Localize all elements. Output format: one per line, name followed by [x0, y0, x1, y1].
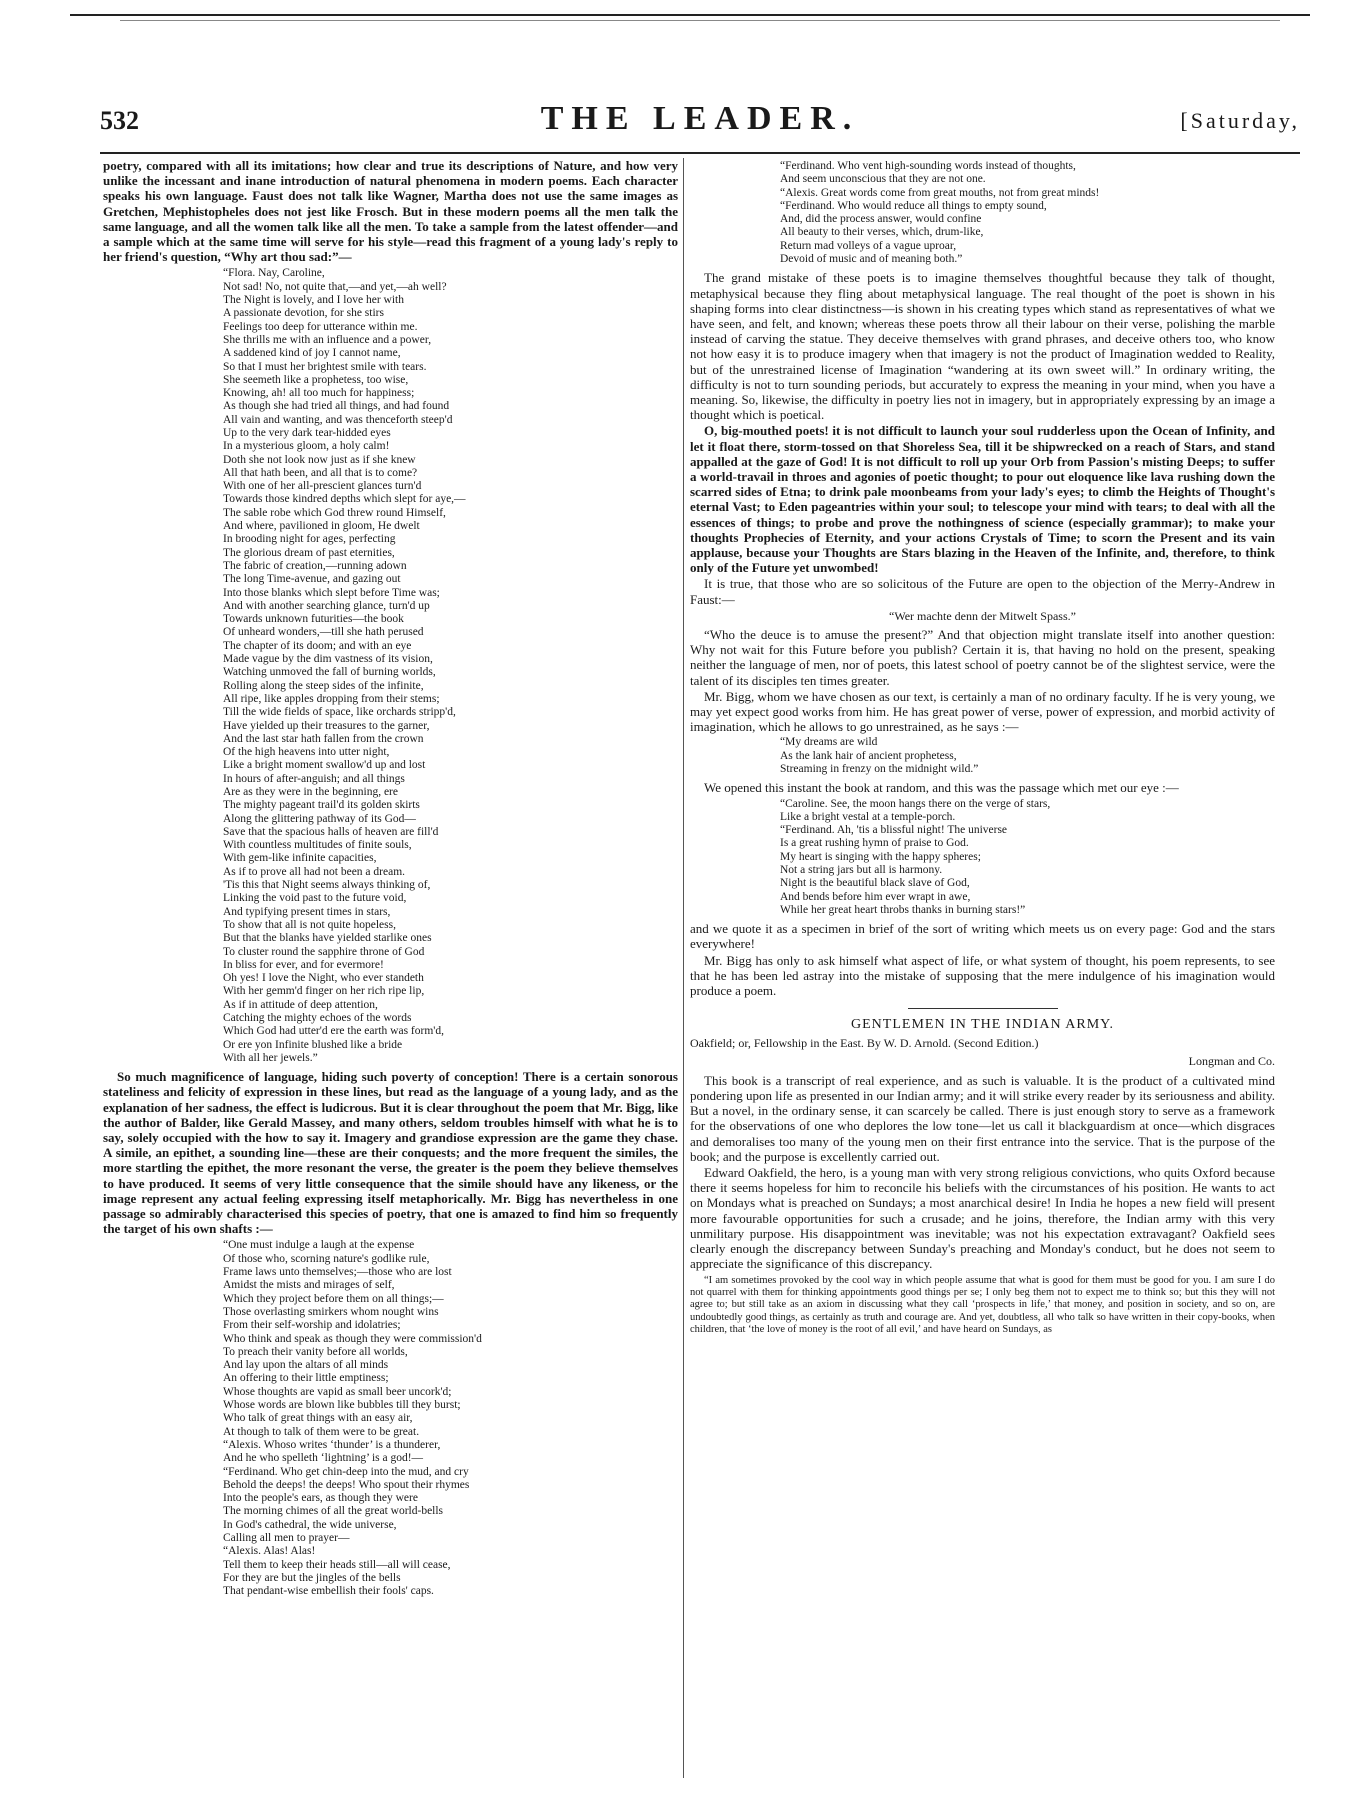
verse-line: And bends before him ever wrapt in awe,	[780, 890, 971, 903]
verse-line: All that hath been, and all that is to come?	[223, 466, 418, 479]
paragraph-deuce: “Who the deuce is to amuse the present?” And that objection might translate itself into another question: Why not wait for this Future before you publish? Certain it is, that having no hold on the present, speaking neither the language of men, nor of poets, this latest school of poetry cannot be of the slightest service, were the talent of its disciples ten times greater.	[690, 627, 1275, 688]
verse-line: Which God had utter'd ere the earth was form'd,	[223, 1025, 444, 1038]
verse-line: “Ferdinand. Who get chin-deep into the mud, and cry	[223, 1465, 469, 1478]
verse-line: Of unheard wonders,—till she hath perused	[223, 626, 424, 639]
verse-line: Linking the void past to the future void,	[223, 892, 407, 905]
verse-line: “One must indulge a laugh at the expense	[223, 1239, 415, 1252]
verse-line: Watching unmoved the fall of burning worlds,	[223, 666, 436, 679]
paragraph-book: This book is a transcript of real experience, and as such is valuable. It is the product of a cultivated mind pondering upon life as presented in our Indian army; and it will strike every reader by its seriousness and ability. But a novel, in the ordinary sense, it can scarcely be called. There is just enough story to serve as a framework for the observations of one who deplores the low tone—let us call it blackguardism at once—which disgraces and demoralises too many of the young men on their first entrance into the service. That is the purpose of the book; and the purpose is excellently carried out.	[690, 1072, 1275, 1164]
verse-line: Tell them to keep their heads still—all will cease,	[223, 1558, 451, 1571]
verse-line: The glorious dream of past eternities,	[223, 546, 395, 559]
left-column	[103, 158, 678, 1602]
verse-line: And with another searching glance, turn'd up	[223, 599, 430, 612]
verse-line: Those overlasting smirkers whom nought wins	[223, 1305, 439, 1318]
verse-line: Have yielded up their treasures to the garner,	[223, 719, 430, 732]
verse-line: Amidst the mists and mirages of self,	[223, 1279, 395, 1292]
poem-flora	[223, 267, 678, 1065]
verse-line: All beauty to their verses, which, drum-like,	[780, 226, 984, 239]
verse-line: And the last star hath fallen from the crown	[223, 732, 424, 745]
verse-line: So that I must her brightest smile with tears.	[223, 360, 427, 373]
verse-line: Made vague by the dim vastness of its vision,	[223, 653, 433, 666]
paragraph-mistake: The grand mistake of these poets is to imagine themselves thoughtful because they talk of thought, metaphysical because they fling about metaphysical language. The real thought of the poet is shown in his shaping forms into clear distinctness—is shown in his creating types which stand as representatives of what we have seen, and felt, and known; whereas these poets throw all their labour on their verse, polishing the marble instead of carving the statue. They deceive themselves with grand phrases, and deceive others too, who know not how easy it is to produce imagery when that imagery is not the product of Imagination wedded to Reality, but of the unrestrained license of Imagination “wandering at its own sweet will.” In ordinary writing, the difficulty is not to turn sounding periods, but accurately to express the meaning in your mind, when you have a meaning. So, likewise, the difficulty in poetry lies not in imagery, but in appropriately expressing by an image a thought which is poetical.	[690, 270, 1275, 423]
verse-line: In brooding night for ages, perfecting	[223, 533, 396, 546]
verse-line: Feelings too deep for utterance within me.	[223, 320, 418, 333]
verse-line: “My dreams are wild	[780, 736, 878, 749]
verse-line: With one of her all-prescient glances turn'd	[223, 480, 422, 493]
section-title: GENTLEMEN IN THE INDIAN ARMY.	[851, 1017, 1114, 1033]
verse-line: Towards those kindred depths which slept for aye,—	[223, 493, 466, 506]
verse-line: At though to talk of them were to be great.	[223, 1425, 420, 1438]
verse-line: Calling all men to prayer—	[223, 1532, 350, 1544]
verse-line: Not sad! No, not quite that,—and yet,—ah well?	[223, 280, 447, 293]
verse-line: The fabric of creation,—running adown	[223, 559, 407, 572]
verse-line: For they are but the jingles of the bells	[223, 1571, 401, 1584]
paragraph-ask: Mr. Bigg has only to ask himself what aspect of life, or what system of thought, his poem represents, to see that he has been led astray into the mistake of supposing that the mere indulgence of his imagination would produce a poem.	[690, 952, 1275, 999]
verse-line: “Ferdinand. Ah, 'tis a blissful night! The universe	[780, 824, 1008, 837]
verse-line: Like a bright moment swallow'd up and lost	[223, 759, 426, 772]
verse-line: She thrills me with an influence and a power,	[223, 333, 432, 346]
top-rule	[70, 14, 1310, 16]
verse-line: My heart is singing with the happy spheres;	[780, 850, 981, 863]
verse-line: That pendant-wise embellish their fools' caps.	[223, 1585, 434, 1598]
verse-line: Oh yes! I love the Night, who ever standeth	[223, 972, 424, 985]
verse-line: A saddened kind of joy I cannot name,	[223, 347, 401, 360]
verse-line: An offering to their little emptiness;	[223, 1372, 389, 1385]
verse-line: Night is the beautiful black slave of God,	[780, 877, 970, 890]
verse-line: In a mysterious gloom, a holy calm!	[223, 440, 390, 453]
verse-line: She seemeth like a prophetess, too wise,	[223, 373, 409, 386]
book-reference: Oakfield; or, Fellowship in the East. By W. D. Arnold. (Second Edition.)	[690, 1036, 1039, 1051]
verse-line: With countless multitudes of finite souls,	[223, 839, 412, 852]
masthead-rule	[100, 152, 1300, 154]
verse-line: The sable robe which God threw round Himself,	[223, 506, 446, 519]
verse-line: And he who spelleth ‘lightning’ is a god!—	[223, 1452, 424, 1465]
verse-line: And lay upon the altars of all minds	[223, 1359, 389, 1372]
poem-caroline	[780, 798, 1275, 918]
verse-line: “Alexis. Whoso writes ‘thunder’ is a thunderer,	[223, 1438, 441, 1451]
paragraph-bigmouthed: O, big-mouthed poets! it is not difficult to launch your soul rudderless upon the Ocean of Infinity, and let it float there, storm-tossed on that Shoreless Sea, till it be shipwrecked on a reach of Stars, and stand appalled at the gaze of God! It is not difficult to roll up your Orb from Passion's misting Deeps; to suffer a world-travail in throes and agonies of poetic thought; to pour out eloquence like lava rushing down the scarred sides of Etna; to drink pale moonbeams from your lady's eyes; to climb the Heights of Thought's eternal Vast; to Eden pageantries within your soul; to telescope your mind with tears; to deal with all the essences of things; to probe and prove the nothingness of science (especially grammar); to make your thoughts Prophecies of Eternity, and your actions Crystals of Time; to scorn the Present and its vain applause, because your Thoughts are Stars blazing in the Heaven of the Infinite, and, therefore, to think only of the Future yet unwombed!	[690, 423, 1275, 576]
dateline: [Saturday,	[1180, 108, 1300, 133]
paragraph-bigg: Mr. Bigg, whom we have chosen as our text, is certainly a man of no ordinary faculty. If he is very young, we may yet expect good works from him. He has great power of verse, power of expression, and morbid activity of imagination, which he allows to go unrestrained, as he says :—	[690, 688, 1275, 735]
page-number: 532	[100, 106, 139, 135]
poem-satire	[223, 1239, 678, 1598]
verse-line: Save that the spacious halls of heaven are fill'd	[223, 825, 439, 838]
verse-line: The long Time-avenue, and gazing out	[223, 573, 401, 586]
verse-line: Is a great rushing hymn of praise to God.	[780, 837, 969, 850]
verse-line: 'Tis this that Night seems always thinking of,	[223, 879, 431, 892]
verse-line: In bliss for ever, and for evermore!	[223, 958, 384, 971]
verse-line: Like a bright vestal at a temple-porch.	[780, 810, 956, 823]
paragraph-intro: poetry, compared with all its imitations; how clear and true its descriptions of Nature, and how very unlike the incessant and inane introduction of natural phenomena in modern poems. Each character speaks his own language. Faust does not talk like Wagner, Martha does not use the same images as Gretchen, Mephistopheles does not jest like Frosch. But in these modern poems all the men talk the same language, and all the women talk like all the men. To take a sample from the latest offender—and a sample which at the same time will serve for his style—read this fragment of a young lady's reply to her friend's question, “Why art thou sad:”—	[103, 158, 678, 265]
verse-line: The Night is lovely, and I love her with	[223, 294, 404, 307]
verse-line: The morning chimes of all the great world-bells	[223, 1505, 444, 1518]
section-rule	[908, 1008, 1058, 1009]
publisher: Longman and Co.	[1188, 1053, 1275, 1068]
paragraph-edward: Edward Oakfield, the hero, is a young man with very strong religious convictions, who quits Oxford because there it seems hopeless for him to reconcile his beliefs with the circumstances of his position. He wants to act on Mondays what is preached on Sundays; a most anarchical desire! In India he hopes a new field will present more favourable opportunities for such a crusade; and he joins, therefore, the Indian army with this very unmilitary purpose. His disappointment was inevitable; was not his expectation extravagant? Oakfield sees clearly enough the discrepancy between Sunday's preaching and Monday's conduct, but he does not seem to appreciate the significance of this discrepancy.	[690, 1165, 1275, 1272]
quote-faust: “Wer machte denn der Mitwelt Spass.”	[889, 608, 1076, 623]
verse-line: To preach their vanity before all worlds,	[223, 1345, 408, 1358]
verse-line: With gem-like infinite capacities,	[223, 852, 377, 865]
verse-line: Into the people's ears, as though they were	[223, 1492, 418, 1505]
verse-line: The chapter of its doom; and with an eye	[223, 639, 412, 652]
verse-line: Which they project before them on all things;—	[223, 1292, 444, 1305]
verse-line: Frame laws unto themselves;—those who are lost	[223, 1266, 452, 1279]
verse-line: And typifying present times in stars,	[223, 905, 391, 918]
verse-line: Doth she not look now just as if she knew	[223, 453, 416, 466]
verse-line: With all her jewels.”	[223, 1051, 318, 1064]
verse-line: And seem unconscious that they are not one.	[780, 173, 986, 186]
paper-title: THE LEADER.	[540, 100, 860, 137]
verse-line: A passionate devotion, for she stirs	[223, 307, 384, 320]
verse-line: Into those blanks which slept before Time was;	[223, 586, 440, 599]
footnote-quote: “I am sometimes provoked by the cool way in which people assume that what is good for them must be good for you. I am sure I do not quarrel with them for thinking appointments good things per se; I only beg them not to expect me to think so; but this they will not agree to; but still take as an axiom in discussing what they call ‘prospects in life,’ that money, and position in society, and so on, are undoubtedly good things, as certainly as truth and courage are. And yet, doubtless, all who talk so have written in their copy-books, when children, that ‘the love of money is the root of all evil,’ and have heard on Sundays, as	[690, 1274, 1275, 1336]
verse-line: Who talk of great things with an easy air,	[223, 1412, 413, 1425]
verse-line: In God's cathedral, the wide universe,	[223, 1518, 397, 1531]
verse-line: Of those who, scorning nature's godlike rule,	[223, 1252, 430, 1265]
verse-line: Catching the mighty echoes of the words	[223, 1012, 412, 1025]
verse-line: In hours of after-anguish; and all things	[223, 772, 405, 785]
verse-line: “Alexis. Alas! Alas!	[223, 1545, 316, 1558]
verse-line: And where, pavilioned in gloom, He dwelt	[223, 520, 420, 533]
verse-line: As though she had tried all things, and had found	[223, 400, 450, 413]
verse-line: But that the blanks have yielded starlike ones	[223, 932, 432, 945]
verse-line: Devoid of music and of meaning both.”	[780, 253, 963, 266]
verse-line: Streaming in frenzy on the midnight wild.”	[780, 763, 979, 776]
paragraph-magnificence: So much magnificence of language, hiding such poverty of conception! There is a certain sonorous stateliness and felicity of expression in these lines, but read as the language of a young lady, and as the explanation of her sadness, the effect is ludicrous. But it is clear throughout the poem that Mr. Bigg, like the author of Balder, like Gerald Massey, and many others, seldom troubles himself with what he is to say, solely occupied with the how to say it. Imagery and grandiose expression are the game they chase. A simile, an epithet, a sounding line—these are their conquests; and the more frequent the similes, the more startling the epithet, the more resonant the verse, the greater is the poem they believe themselves to have produced. It seems of very little consequence that the simile should have any likeness, or the image represent any actual feeling expressing itself metaphorically. Mr. Bigg has nevertheless in one passage so admirably characterised this species of poetry, that one is amazed to find him so frequently the target of his own shafts :—	[103, 1069, 678, 1237]
verse-line: Along the glittering pathway of its God—	[223, 812, 416, 825]
verse-line: Of the high heavens into utter night,	[223, 746, 390, 759]
verse-line: “Ferdinand. Who would reduce all things to empty sound,	[780, 199, 1047, 212]
poem-ferdinand	[780, 160, 1275, 266]
right-column	[690, 158, 1275, 1337]
paragraph-quote: and we quote it as a specimen in brief of the sort of writing which meets us on every page: God and the stars everywhere!	[690, 921, 1275, 952]
verse-line: While her great heart throbs thanks in burning stars!”	[780, 903, 1026, 916]
verse-line: From their self-worship and idolatries;	[223, 1319, 401, 1332]
paragraph-opened: We opened this instant the book at random, and this was the passage which met our eye :—	[704, 780, 1179, 796]
verse-line: With her gemm'd finger on her rich ripe lip,	[223, 985, 425, 998]
verse-line: Not a string jars but all is harmony.	[780, 864, 943, 877]
masthead	[100, 100, 1300, 150]
verse-line: To cluster round the sapphire throne of God	[223, 945, 425, 958]
verse-line: Or ere yon Infinite blushed like a bride	[223, 1038, 403, 1051]
verse-line: Whose thoughts are vapid as small beer uncork'd;	[223, 1385, 452, 1398]
verse-line: “Flora. Nay, Caroline,	[223, 267, 325, 280]
verse-line: Who think and speak as though they were commission'd	[223, 1332, 482, 1345]
verse-line: Rolling along the steep sides of the infinite,	[223, 679, 424, 692]
verse-line: To show that all is not quite hopeless,	[223, 918, 396, 931]
poem-dreams	[780, 736, 1275, 776]
column-divider	[683, 158, 684, 1778]
verse-line: As if to prove all had not been a dream.	[223, 865, 406, 878]
verse-line: Whose words are blown like bubbles till they burst;	[223, 1399, 461, 1412]
verse-line: Behold the deeps! the deeps! Who spout their rhymes	[223, 1478, 470, 1491]
top-rule-thin	[120, 20, 1280, 21]
verse-line: “Ferdinand. Who vent high-sounding words instead of thoughts,	[780, 160, 1076, 172]
verse-line: Return mad volleys of a vague uproar,	[780, 239, 957, 252]
paragraph-true: It is true, that those who are so solicitous of the Future are open to the objection of the Merry-Andrew in Faust:—	[690, 576, 1275, 607]
verse-line: “Caroline. See, the moon hangs there on the verge of stars,	[780, 797, 1051, 810]
verse-line: Are as they were in the beginning, ere	[223, 786, 398, 798]
verse-line: Knowing, ah! all too much for happiness;	[223, 387, 415, 400]
verse-line: As the lank hair of ancient prophetess,	[780, 749, 957, 762]
verse-line: As if in attitude of deep attention,	[223, 998, 378, 1011]
verse-line: Up to the very dark tear-hidded eyes	[223, 426, 391, 439]
verse-line: All vain and wanting, and was thenceforth steep'd	[223, 413, 453, 426]
verse-line: All ripe, like apples dropping from their stems;	[223, 692, 440, 705]
verse-line: “Alexis. Great words come from great mouths, not from great minds!	[780, 186, 1100, 199]
verse-line: And, did the process answer, would confine	[780, 213, 982, 226]
verse-line: The mighty pageant trail'd its golden skirts	[223, 799, 420, 812]
verse-line: Towards unknown futurities—the book	[223, 613, 404, 626]
verse-line: Till the wide fields of space, like orchards stripp'd,	[223, 706, 456, 719]
